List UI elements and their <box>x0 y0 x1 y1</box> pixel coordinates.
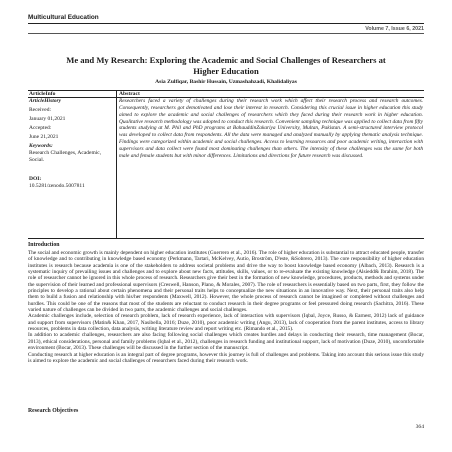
doi-value[interactable]: 10.5281/zenodo.5007811 <box>29 183 85 189</box>
accepted-date: June 21,2021 <box>29 134 59 140</box>
intro-paragraph-4: Conducting research at higher education is an integral part of degree programs, however this journey is full of challenges and problems. Taking into account this serious issue this study is aimed to explore the academic and social challenges of researchers faced during their research work. <box>28 351 424 364</box>
article-authors: Asia Zulfiqar, Bashir Hussain, Uzmashahzadi, Khalidaliyas <box>155 79 297 85</box>
article-title: Me and My Research: Exploring the Academic and Social Challenges of Researchers at Higher Education <box>66 55 386 76</box>
research-objectives-heading: Research Objectives <box>28 408 79 414</box>
article-history-label: ArticleHistory <box>29 98 62 104</box>
doi-label: DOI: <box>29 176 42 182</box>
introduction-heading: Introduction <box>28 242 60 248</box>
keywords-label: Keywords: <box>29 143 53 149</box>
page-number: 364 <box>415 424 424 430</box>
received-date: January 01,2021 <box>29 116 66 122</box>
header-rule-thick <box>28 23 424 24</box>
keywords-text: Research Challenges, Academic, Social. <box>29 150 102 163</box>
box-column-divider <box>116 90 117 238</box>
box-rule-bottom <box>28 238 424 239</box>
journal-name: Multicultural Education <box>28 14 99 21</box>
abstract-text: Researchers faced a variety of challenges during their research work which affect their research process and research outcomes. Consequently, researchers got demotivated and lose their interest in research. Considering this crucial issue in higher education this study aimed to explore the academic and social challenges of researchers which they faced during their research work in higher education. Qualitative research methodology was adopted to conduct this research. Convenient sampling technique was applied to collect data from fifty students studying at M. Phil and PhD programs at BahauddinZakariya University, Multan, Pakistan. A semi-structured interview protocol was developed to collect data from respondents. All the data were managed and analyzed manually by applying thematic analysis technique. Findings were categorized within academic and social challenges. Access to learning resources and poor academic writing, interaction with supervisors and data collect were found most dominating challenges than others. The intensity of these challenges was the same for both male and female students but with minor differences. Limitations and directions for future research was discussed. <box>119 98 423 159</box>
intro-paragraph-3: In addition to academic challenges, researchers are also facing following social challenges which creates hurdles and delays in conducting their research, time management (Bocar, 2013), ethical considerations, personal and family problems (Iqbal et al., 2012), challenges in research funding and institutional support, lack of motivation (Duze, 2010), uncomfortable environment (Bocar, 2013). These challenges will be discussed in the further section of the manuscript. <box>28 332 424 352</box>
intro-paragraph-1: The social and economic growth is mainly dependent on higher education institutes (Guerrero et al., 2016). The role of higher education is substantial to attract educated people, transfer of knowledge and to contributing in knowledge based economy (Perkmann, Tartari, McKelvey, Autio, Broström, D'este, &Sobrero, 2013). The core responsibility of higher education institutes is research because academia is one of the stakeholders to address societal problems and drive the way to boost knowledge based economy (Albach, 2013). Research is a systematic inquiry of prevailing issues and challenges and to explore about new facts, attitudes, skills, values, or to re-evaluate the existing knowledge (Alsiedd& Ibrahim, 2018). The role of researcher cannot be ignored in this whole process of research. Researchers give their best in the formation of new knowledge, procedures, products, methods and systems under the supervision of their learned and professional supervisors (Creswell, Hanson, Plano, & Morales, 2007). The role of researchers is essentially based on two parts, first, they follow the principles to develop a rational about certain phenomena and their personal traits helps to conceptualize the new situations in an innovative way. Next, their personal traits also help them to build a fusion and relationship with his/her respondents (Maxwell, 2012). However, the whole process of research cannot be imagined or completed without challenges and hurdles. This could be one of the reasons that most of the students are reluctant to conduct research in their degree programs or feel pressured doing research (Sachitra, 2016). These varied nature of challenges can be divided in two parts, the academic challenges and social challenges. <box>28 250 424 314</box>
intro-paragraph-2: Academic challenges include, selection of research problem, lack of research experience, lack of interaction with supervisors (Iqbal, Joyce, Russo, & Earnest, 2012) lack of guidance and support from supervisors (Matin& Khan, 2017, Nasibella, 2016; Duze, 2010), poor academic writing (Angu, 2013), lack of cooperation from the parent institutes, access to library resources, problems in data collection, data analysis, writing literature review and report writing etc. (Rimando et al., 2015). <box>28 313 424 333</box>
volume-issue: Volume 7, Issue 6, 2021 <box>365 26 424 32</box>
received-label: Received: <box>29 107 51 113</box>
article-info-heading: ArticleInfo <box>29 91 56 97</box>
article-info-column <box>29 98 113 190</box>
header-rule-thin <box>28 33 424 34</box>
box-rule-top <box>28 90 424 91</box>
abstract-heading: Abstract <box>119 91 140 97</box>
introduction-body <box>28 250 424 364</box>
accepted-label: Accepted: <box>29 125 52 131</box>
